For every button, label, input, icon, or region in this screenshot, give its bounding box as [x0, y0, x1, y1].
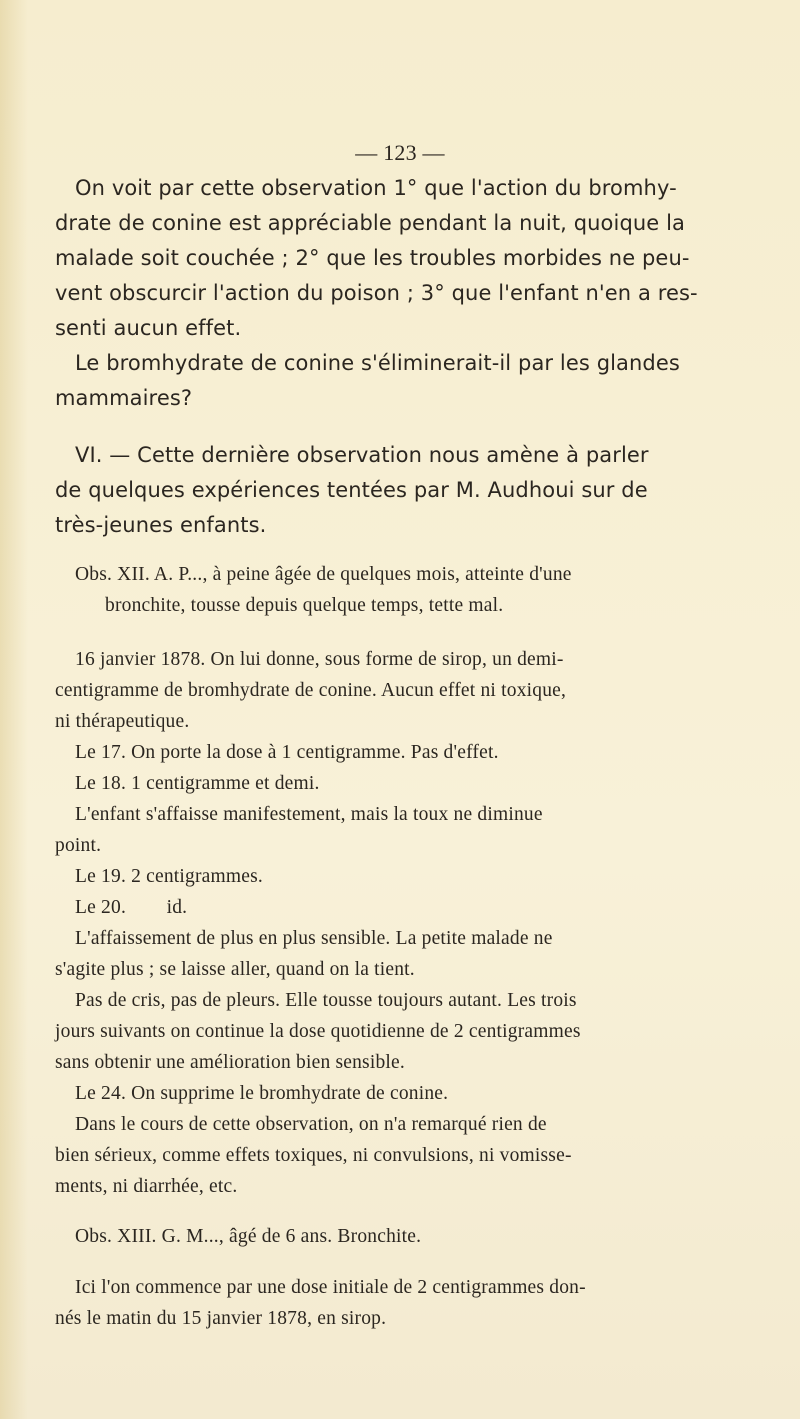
text-line: drate de conine est appréciable pendant la nuit, quoique la [55, 211, 685, 235]
text-line: L'enfant s'affaisse manifestement, mais la toux ne diminue [75, 804, 543, 825]
text-line: jours suivants on continue la dose quotidienne de 2 centigrammes [55, 1021, 581, 1042]
text-line: très-jeunes enfants. [55, 513, 267, 537]
text-line: ments, ni diarrhée, etc. [55, 1176, 238, 1197]
text-line: On voit par cette observation 1° que l'action du bromhy- [75, 176, 677, 200]
text-line: Le 19. 2 centigrammes. [75, 866, 263, 887]
obs-header-line: Obs. XIII. G. M..., âgé de 6 ans. Bronchite. [75, 1226, 422, 1247]
text-line: Ici l'on commence par une dose initiale de 2 centigrammes don- [75, 1277, 586, 1298]
text-line: de quelques expériences tentées par M. Audhoui sur de [55, 478, 648, 502]
text-line: centigramme de bromhydrate de conine. Aucun effet ni toxique, [55, 680, 567, 701]
text-line: Dans le cours de cette observation, on n'a remarqué rien de [75, 1114, 547, 1135]
text-line: Le bromhydrate de conine s'éliminerait-il par les glandes [75, 351, 680, 375]
text-line: sans obtenir une amélioration bien sensible. [55, 1052, 405, 1073]
text-line: ni thérapeutique. [55, 711, 190, 732]
text-line: vent obscurcir l'action du poison ; 3° que l'enfant n'en a res- [55, 281, 698, 305]
page-number: — 123 — [355, 140, 445, 165]
text-line: nés le matin du 15 janvier 1878, en sirop. [55, 1308, 387, 1329]
obs-header-line: Obs. XII. A. P..., à peine âgée de quelques mois, atteinte d'une [75, 564, 572, 585]
text-line: L'affaissement de plus en plus sensible. La petite malade ne [75, 928, 553, 949]
text-line: malade soit couchée ; 2° que les troubles morbides ne peu- [55, 246, 690, 270]
text-line: 16 janvier 1878. On lui donne, sous forme de sirop, un demi- [75, 649, 564, 670]
text-line: Le 17. On porte la dose à 1 centigramme. Pas d'effet. [75, 742, 499, 763]
section-heading-line: VI. — Cette dernière observation nous amène à parler [75, 443, 649, 467]
text-line: bien sérieux, comme effets toxiques, ni convulsions, ni vomisse- [55, 1145, 572, 1166]
text-line: Le 24. On supprime le bromhydrate de conine. [75, 1083, 449, 1104]
text-line: senti aucun effet. [55, 316, 242, 340]
text-line: s'agite plus ; se laisse aller, quand on la tient. [55, 959, 415, 980]
text-line: mammaires? [55, 386, 193, 410]
text-line: Le 18. 1 centigramme et demi. [75, 773, 320, 794]
text-line: Le 20. id. [75, 897, 188, 918]
text-line: Pas de cris, pas de pleurs. Elle tousse toujours autant. Les trois [75, 990, 577, 1011]
obs-header-line: bronchite, tousse depuis quelque temps, tette mal. [105, 595, 504, 616]
text-line: point. [55, 835, 102, 856]
